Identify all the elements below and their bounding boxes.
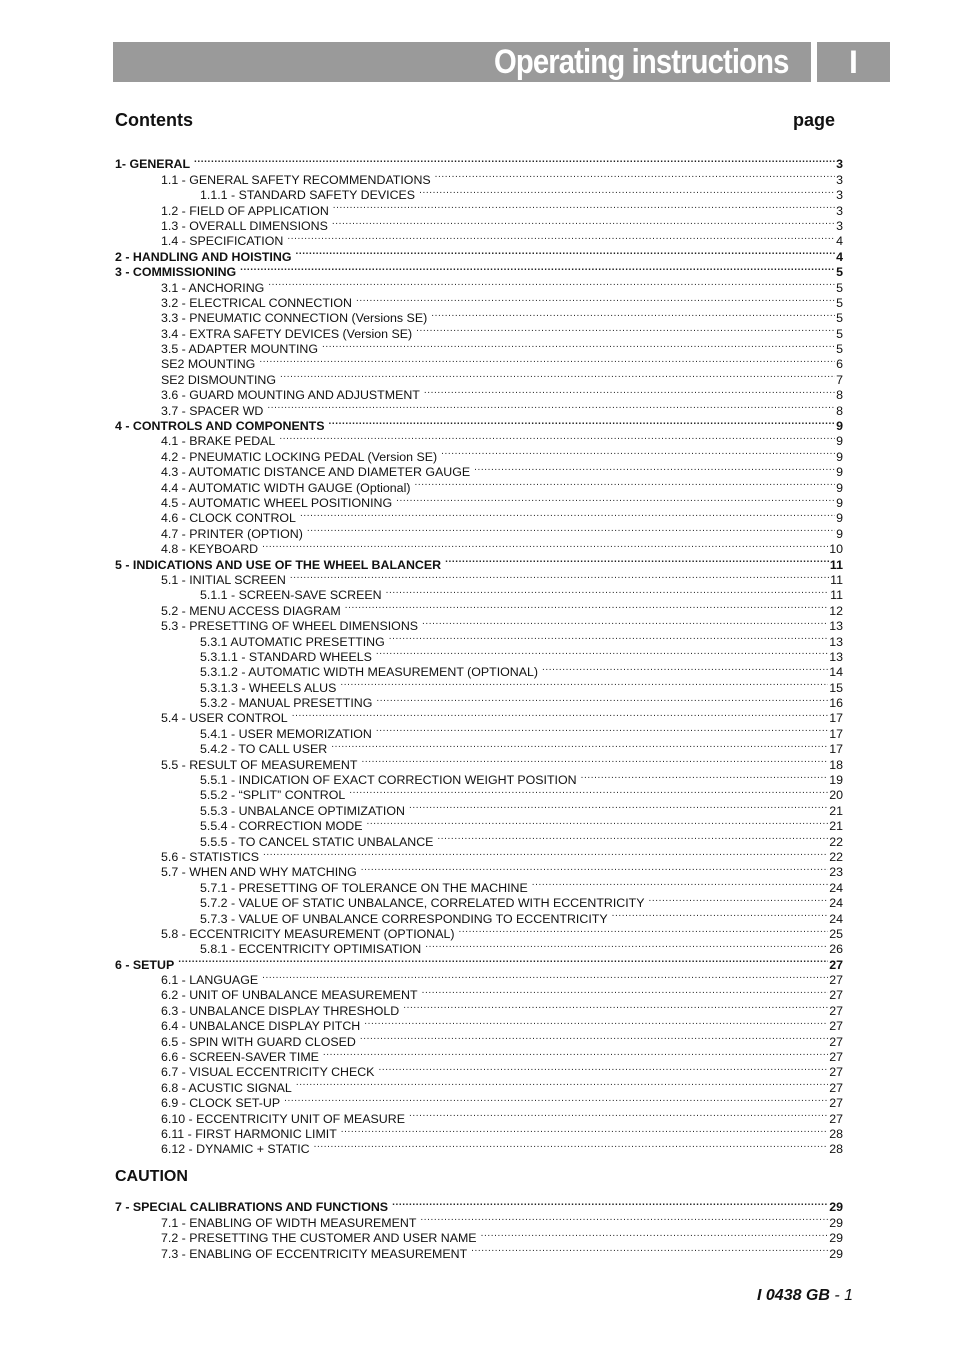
- table-of-contents: [115, 153, 843, 1157]
- toc-entry-page: 3: [836, 157, 843, 172]
- toc-entry-title: 6.12 - DYNAMIC + STATIC: [161, 1142, 310, 1157]
- toc-leader-dots: [435, 168, 835, 183]
- toc-leader-dots: [409, 1107, 828, 1122]
- table-of-contents-continued: [115, 1196, 843, 1261]
- toc-entry-page: 17: [829, 742, 843, 757]
- toc-entry-title: 6.5 - SPIN WITH GUARD CLOSED: [161, 1034, 356, 1049]
- toc-entry-title: SE2 DISMOUNTING: [161, 372, 276, 387]
- toc-entry-page: 5: [836, 342, 843, 357]
- toc-leader-dots: [280, 368, 835, 383]
- toc-leader-dots: [471, 1242, 828, 1257]
- toc-entry-title: 5.6 - STATISTICS: [161, 849, 259, 864]
- toc-entry-page: 20: [829, 788, 843, 803]
- toc-leader-dots: [300, 507, 835, 522]
- toc-entry-page: 16: [829, 696, 843, 711]
- toc-entry-title: 6.1 - LANGUAGE: [161, 973, 259, 988]
- toc-entry-title: 6 - SETUP: [115, 957, 175, 972]
- toc-leader-dots: [389, 630, 828, 645]
- toc-leader-dots: [612, 907, 829, 922]
- toc-entry-page: 3: [836, 172, 843, 187]
- toc-entry-title: 5.5.4 - CORRECTION MODE: [200, 819, 363, 834]
- toc-entry-title: 4.4 - AUTOMATIC WIDTH GAUGE (Optional): [161, 480, 411, 495]
- toc-entry-title: 6.6 - SCREEN-SAVER TIME: [161, 1050, 319, 1065]
- toc-leader-dots: [307, 522, 835, 537]
- toc-leader-dots: [403, 999, 828, 1014]
- toc-leader-dots: [366, 815, 828, 830]
- toc-entry-page: 6: [836, 357, 843, 372]
- toc-leader-dots: [360, 1030, 828, 1045]
- toc-entry-page: 8: [836, 388, 843, 403]
- toc-leader-dots: [279, 430, 835, 445]
- header-banner: [113, 42, 811, 82]
- toc-entry-page: 5: [836, 326, 843, 341]
- toc-entry-title: 4 - CONTROLS AND COMPONENTS: [115, 419, 325, 434]
- toc-leader-dots: [422, 615, 828, 630]
- toc-entry-page: 10: [829, 542, 843, 557]
- toc-entry-title: 7.3 - ENABLING OF ECCENTRICITY MEASUREMENT: [161, 1246, 468, 1261]
- toc-entry-title: 4.8 - KEYBOARD: [161, 542, 259, 557]
- toc-leader-dots: [376, 646, 828, 661]
- toc-entry-title: 1.1 - GENERAL SAFETY RECOMMENDATIONS: [161, 172, 431, 187]
- toc-entry-title: 7.1 - ENABLING OF WIDTH MEASUREMENT: [161, 1215, 417, 1230]
- toc-leader-dots: [441, 445, 835, 460]
- toc-entry-page: 9: [836, 480, 843, 495]
- toc-entry-page: 22: [829, 849, 843, 864]
- toc-leader-dots: [581, 769, 829, 784]
- toc-entry-title: 1.3 - OVERALL DIMENSIONS: [161, 218, 328, 233]
- toc-entry-title: 4.5 - AUTOMATIC WHEEL POSITIONING: [161, 495, 393, 510]
- footer-separator: -: [829, 1287, 845, 1304]
- toc-leader-dots: [481, 1227, 829, 1242]
- toc-entry: [115, 969, 843, 988]
- toc-leader-dots: [290, 569, 829, 584]
- toc-entry-page: 5: [836, 295, 843, 310]
- toc-leader-dots: [437, 830, 828, 845]
- toc-entry-page: 13: [829, 619, 843, 634]
- toc-entry-page: 4: [836, 234, 843, 249]
- toc-entry-title: 2 - HANDLING AND HOISTING: [115, 249, 292, 264]
- toc-entry-title: 4.2 - PNEUMATIC LOCKING PEDAL (Version SE): [161, 449, 438, 464]
- toc-entry-page: 8: [836, 403, 843, 418]
- toc-leader-dots: [419, 184, 835, 199]
- document-title: Operating instructions: [494, 43, 789, 81]
- toc-leader-dots: [240, 261, 835, 276]
- toc-entry-page: 29: [829, 1231, 843, 1246]
- toc-leader-dots: [532, 876, 828, 891]
- page-number: 1: [844, 1287, 854, 1304]
- toc-entry-page: 21: [829, 803, 843, 818]
- toc-leader-dots: [341, 1123, 828, 1138]
- toc-entry-page: 9: [836, 495, 843, 510]
- toc-leader-dots: [386, 584, 830, 599]
- toc-entry-title: 5.3.1.3 - WHEELS ALUS: [200, 680, 337, 695]
- language-code: I: [849, 44, 858, 80]
- caution-heading: CAUTION: [115, 1168, 188, 1185]
- toc-leader-dots: [376, 692, 828, 707]
- toc-leader-dots: [361, 861, 828, 876]
- toc-leader-dots: [414, 476, 835, 491]
- toc-leader-dots: [474, 461, 835, 476]
- toc-entry-page: 27: [829, 1096, 843, 1111]
- toc-entry-page: 27: [829, 988, 843, 1003]
- toc-entry-title: 7 - SPECIAL CALIBRATIONS AND FUNCTIONS: [115, 1200, 389, 1215]
- toc-entry-title: 6.11 - FIRST HARMONIC LIMIT: [161, 1127, 337, 1141]
- toc-entry-title: 5.4.1 - USER MEMORIZATION: [200, 726, 372, 741]
- toc-leader-dots: [267, 399, 835, 414]
- toc-entry-title: 3 - COMMISSIONING: [115, 265, 237, 280]
- toc-entry-title: 6.4 - UNBALANCE DISPLAY PITCH: [161, 1019, 361, 1034]
- toc-entry-title: 5.5.5 - TO CANCEL STATIC UNBALANCE: [200, 834, 434, 849]
- toc-entry-page: 27: [829, 1111, 843, 1126]
- toc-entry-page: 9: [836, 511, 843, 526]
- toc-entry-title: 6.2 - UNIT OF UNBALANCE MEASUREMENT: [161, 988, 418, 1003]
- toc-entry-page: 7: [836, 372, 843, 387]
- toc-entry-page: 29: [829, 1200, 843, 1215]
- toc-entry-page: 3: [836, 218, 843, 233]
- toc-entry-page: 28: [829, 1127, 843, 1141]
- toc-entry-page: 17: [829, 711, 843, 726]
- toc-entry-title: 5.5.2 - “SPLIT” CONTROL: [200, 788, 346, 803]
- toc-entry-page: 9: [836, 434, 843, 449]
- toc-entry-title: 5.3 - PRESETTING OF WHEEL DIMENSIONS: [161, 619, 419, 634]
- toc-leader-dots: [459, 923, 829, 938]
- toc-entry-title: 5.4.2 - TO CALL USER: [200, 742, 328, 757]
- toc-entry-page: 17: [829, 726, 843, 741]
- toc-entry-page: 4: [836, 249, 843, 264]
- toc-entry-title: 5.5 - RESULT OF MEASUREMENT: [161, 757, 358, 772]
- toc-entry-title: 5 - INDICATIONS AND USE OF THE WHEEL BALANCER: [115, 557, 442, 572]
- toc-entry-page: 5: [836, 311, 843, 326]
- toc-leader-dots: [345, 599, 829, 614]
- toc-entry-title: 5.4 - USER CONTROL: [161, 711, 288, 726]
- toc-leader-dots: [340, 676, 828, 691]
- toc-leader-dots: [356, 292, 835, 307]
- toc-entry-page: 9: [836, 465, 843, 480]
- toc-leader-dots: [349, 784, 828, 799]
- toc-entry: [115, 953, 843, 972]
- toc-entry: [115, 1196, 843, 1215]
- toc-leader-dots: [422, 984, 829, 999]
- toc-entry-page: 29: [829, 1215, 843, 1230]
- toc-entry-page: 13: [829, 649, 843, 664]
- toc-entry-title: 3.4 - EXTRA SAFETY DEVICES (Version SE): [161, 326, 413, 341]
- toc-leader-dots: [392, 1196, 828, 1211]
- toc-entry-page: 21: [829, 819, 843, 834]
- toc-entry-title: 1.1.1 - STANDARD SAFETY DEVICES: [200, 188, 416, 203]
- toc-entry-title: 5.3.2 - MANUAL PRESETTING: [200, 696, 373, 711]
- toc-leader-dots: [323, 1046, 828, 1061]
- toc-entry-title: 5.3.1.2 - AUTOMATIC WIDTH MEASUREMENT (OPTIONAL): [200, 665, 539, 680]
- toc-leader-dots: [364, 1015, 828, 1030]
- toc-entry-title: 5.5.3 - UNBALANCE OPTIMIZATION: [200, 803, 405, 818]
- toc-leader-dots: [284, 1092, 828, 1107]
- toc-entry-page: 24: [829, 880, 843, 895]
- toc-leader-dots: [376, 722, 828, 737]
- toc-entry-title: 1- GENERAL: [115, 157, 191, 172]
- toc-entry-page: 9: [836, 526, 843, 541]
- toc-entry-page: 27: [829, 973, 843, 988]
- toc-entry-page: 27: [829, 1003, 843, 1018]
- toc-entry: [115, 153, 843, 172]
- toc-leader-dots: [178, 953, 828, 968]
- toc-entry-title: 5.8 - ECCENTRICITY MEASUREMENT (OPTIONAL): [161, 926, 455, 941]
- toc-leader-dots: [262, 969, 828, 984]
- toc-entry-page: 11: [830, 572, 843, 587]
- toc-entry-title: 3.1 - ANCHORING: [161, 280, 265, 295]
- toc-leader-dots: [259, 353, 835, 368]
- toc-entry-page: 24: [829, 911, 843, 926]
- toc-leader-dots: [332, 215, 835, 230]
- toc-leader-dots: [425, 938, 828, 953]
- toc-entry-page: 22: [829, 834, 843, 849]
- toc-entry-title: 6.9 - CLOCK SET-UP: [161, 1096, 281, 1111]
- page-footer: [757, 1287, 853, 1305]
- toc-entry-page: 9: [836, 419, 843, 434]
- toc-leader-dots: [295, 245, 835, 260]
- toc-entry-page: 27: [829, 957, 843, 972]
- toc-leader-dots: [262, 538, 828, 553]
- toc-entry-title: 5.2 - MENU ACCESS DIAGRAM: [161, 603, 341, 618]
- toc-entry-title: 5.7.3 - VALUE OF UNBALANCE CORRESPONDING TO ECCENTRICITY: [200, 911, 608, 926]
- toc-entry-title: 6.8 - ACUSTIC SIGNAL: [161, 1080, 292, 1095]
- toc-entry-title: SE2 MOUNTING: [161, 357, 256, 372]
- contents-heading: Contents: [115, 110, 193, 130]
- toc-entry-page: 11: [829, 557, 843, 572]
- toc-entry-title: 6.10 - ECCENTRICITY UNIT OF MEASURE: [161, 1111, 405, 1126]
- toc-leader-dots: [396, 492, 835, 507]
- toc-entry-title: 3.5 - ADAPTER MOUNTING: [161, 342, 318, 357]
- toc-entry-page: 15: [829, 680, 843, 695]
- toc-entry-title: 5.8.1 - ECCENTRICITY OPTIMISATION: [200, 942, 422, 957]
- toc-entry-page: 26: [829, 942, 843, 957]
- toc-entry-title: 7.2 - PRESETTING THE CUSTOMER AND USER NAME: [161, 1231, 477, 1246]
- toc-leader-dots: [292, 707, 829, 722]
- toc-leader-dots: [194, 153, 835, 168]
- toc-entry-page: 13: [829, 634, 843, 649]
- toc-entry-title: 3.6 - GUARD MOUNTING AND ADJUSTMENT: [161, 388, 420, 403]
- toc-entry-title: 5.1 - INITIAL SCREEN: [161, 572, 286, 587]
- toc-entry-title: 4.1 - BRAKE PEDAL: [161, 434, 276, 449]
- language-tab: [817, 42, 890, 82]
- toc-entry-title: 5.3.1.1 - STANDARD WHEELS: [200, 649, 372, 664]
- toc-entry-title: 3.2 - ELECTRICAL CONNECTION: [161, 295, 352, 310]
- toc-entry-page: 23: [829, 865, 843, 880]
- toc-leader-dots: [268, 276, 835, 291]
- toc-entry-page: 5: [836, 280, 843, 295]
- toc-entry-page: 14: [829, 665, 843, 680]
- toc-entry-page: 3: [836, 188, 843, 203]
- toc-entry-title: 5.5.1 - INDICATION OF EXACT CORRECTION WEIGHT POSITION: [200, 773, 577, 788]
- toc-entry-page: 27: [829, 1080, 843, 1095]
- toc-entry-title: 6.3 - UNBALANCE DISPLAY THRESHOLD: [161, 1003, 400, 1018]
- toc-leader-dots: [445, 553, 829, 568]
- toc-entry-page: 25: [829, 926, 843, 941]
- toc-leader-dots: [649, 892, 829, 907]
- toc-entry-page: 27: [829, 1019, 843, 1034]
- toc-entry-title: 3.3 - PNEUMATIC CONNECTION (Versions SE): [161, 311, 428, 326]
- page-column-heading: page: [793, 110, 836, 130]
- toc-entry-title: 5.1.1 - SCREEN-SAVE SCREEN: [200, 588, 382, 603]
- toc-leader-dots: [416, 322, 835, 337]
- toc-leader-dots: [331, 738, 828, 753]
- toc-leader-dots: [322, 338, 835, 353]
- toc-entry-page: 28: [829, 1142, 843, 1157]
- toc-entry-page: 29: [829, 1246, 843, 1261]
- toc-leader-dots: [263, 846, 828, 861]
- toc-leader-dots: [287, 230, 835, 245]
- toc-leader-dots: [420, 1211, 828, 1226]
- document-code: I 0438 GB: [757, 1287, 830, 1304]
- toc-entry-title: 1.2 - FIELD OF APPLICATION: [161, 203, 329, 218]
- toc-entry-page: 27: [829, 1050, 843, 1065]
- toc-entry-page: 24: [829, 896, 843, 911]
- toc-leader-dots: [431, 307, 835, 322]
- toc-entry-page: 3: [836, 203, 843, 218]
- toc-entry-title: 5.3.1 AUTOMATIC PRESETTING: [200, 634, 385, 649]
- toc-leader-dots: [542, 661, 828, 676]
- toc-entry-title: 4.7 - PRINTER (OPTION): [161, 526, 303, 541]
- toc-entry-title: 3.7 - SPACER WD: [161, 403, 264, 418]
- toc-entry-title: 1.4 - SPECIFICATION: [161, 234, 284, 249]
- toc-entry-title: 5.7 - WHEN AND WHY MATCHING: [161, 865, 357, 880]
- toc-entry-page: 12: [829, 603, 843, 618]
- toc-leader-dots: [333, 199, 835, 214]
- toc-entry-page: 27: [829, 1065, 843, 1080]
- toc-entry-title: 4.3 - AUTOMATIC DISTANCE AND DIAMETER GAUGE: [161, 465, 471, 480]
- toc-entry-title: 5.7.1 - PRESETTING OF TOLERANCE ON THE MACHINE: [200, 880, 528, 895]
- toc-leader-dots: [361, 753, 828, 768]
- toc-leader-dots: [296, 1076, 828, 1091]
- toc-entry-page: 9: [836, 449, 843, 464]
- toc-entry-title: 5.7.2 - VALUE OF STATIC UNBALANCE, CORRELATED WITH ECCENTRICITY: [200, 896, 645, 911]
- toc-entry-page: 27: [829, 1034, 843, 1049]
- toc-leader-dots: [424, 384, 835, 399]
- toc-entry-page: 18: [829, 757, 843, 772]
- toc-leader-dots: [329, 415, 836, 430]
- toc-entry-title: 4.6 - CLOCK CONTROL: [161, 511, 296, 526]
- toc-leader-dots: [409, 799, 828, 814]
- toc-entry-page: 5: [836, 265, 843, 280]
- toc-entry-title: 6.7 - VISUAL ECCENTRICITY CHECK: [161, 1065, 375, 1080]
- toc-entry-page: 11: [830, 588, 843, 603]
- toc-leader-dots: [378, 1061, 828, 1076]
- toc-entry-page: 19: [829, 773, 843, 788]
- toc-leader-dots: [314, 1138, 829, 1153]
- toc-entry: [115, 168, 843, 187]
